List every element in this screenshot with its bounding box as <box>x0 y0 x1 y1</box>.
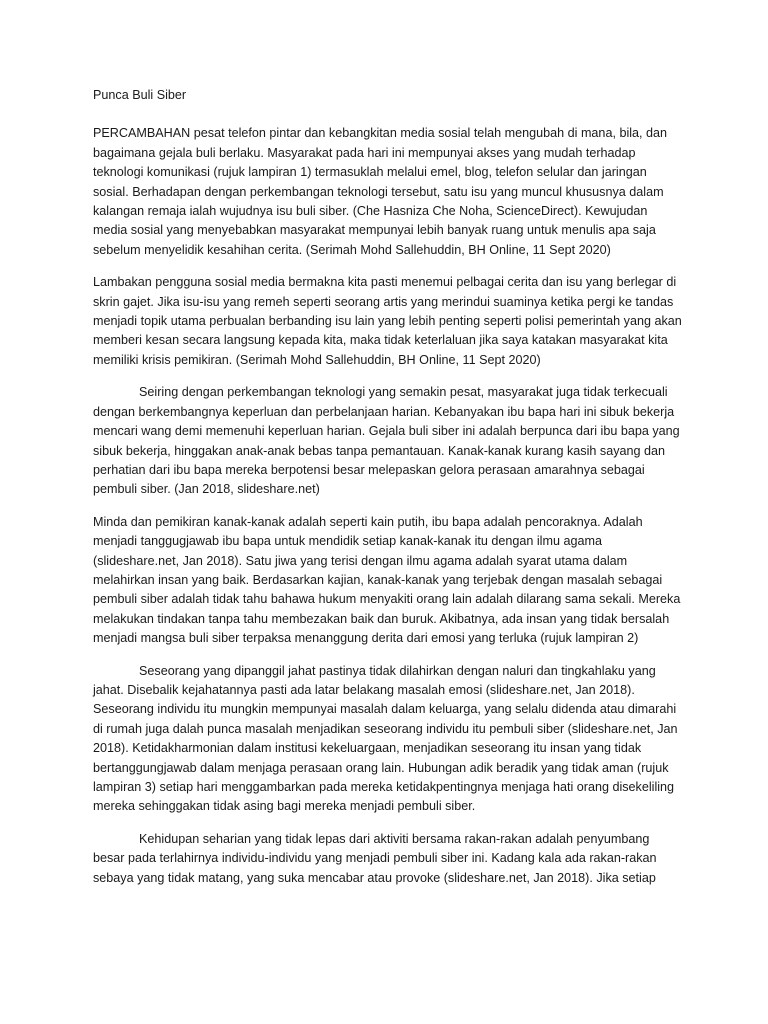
paragraph: Minda dan pemikiran kanak-kanak adalah seperti kain putih, ibu bapa adalah pencoraknya. Adalah menjadi tanggugjawab ibu bapa untuk mendidik setiap kanak-kanak itu dengan ilmu agama (slideshare.net, Jan 2018). Satu jiwa yang terisi dengan ilmu agama adalah syarat utama dalam melahirkan insan yang baik. Berdasarkan kajian, kanak-kanak yang terjebak dengan masalah sebagai pembuli siber adalah tidak tahu bahawa hukum menyakiti orang lain adalah dilarang sama sekali. Mereka melakukan tindakan tanpa tahu membezakan baik dan buruk. Akibatnya, ada insan yang tidak bersalah menjadi mangsa buli siber terpaksa menanggung derita dari emosi yang terluka (rujuk lampiran 2) <box>93 514 681 646</box>
paragraph: PERCAMBAHAN pesat telefon pintar dan kebangkitan media sosial telah mengubah di mana, bila, dan bagaimana gejala buli berlaku. Masyarakat pada hari ini mempunyai akses yang mudah terhadap teknologi komunikasi (rujuk lampiran 1) termasuklah melalui emel, blog, telefon selular dan jaringan sosial. Berhadapan dengan perkembangan teknologi tersebut, satu isu yang muncul khususnya dalam kalangan remaja ialah wujudnya isu buli siber. (Che Hasniza Che Noha, ScienceDirect). Kewujudan media sosial yang menyebabkan masyarakat mempunyai lebih banyak ruang untuk menulis apa saja sebelum menyelidik kesahihan cerita. (Serimah Mohd Sallehuddin, BH Online, 11 Sept 2020) <box>93 126 668 257</box>
document-page <box>93 86 683 901</box>
paragraph: Seseorang yang dipanggil jahat pastinya tidak dilahirkan dengan naluri dan tingkahlaku yang jahat. Disebalik kejahatannya pasti ada latar belakang masalah emosi (slideshare.net, Jan 2018). Seseorang individu itu mungkin mempunyai masalah dalam keluarga, yang selalu didenda atau dimarahi di rumah juga dalah punca masalah menjadikan seseorang individu itu pembuli siber (slideshare.net, Jan 2018). Ketidakharmonian dalam institusi kekeluargaan, menjadikan seseorang itu insan yang tidak bertanggungjawab dalam menjaga perasaan orang lain. Hubungan adik beradik yang tidak aman (rujuk lampiran 3) setiap hari menggambarkan pada mereka ketidakpentingnya menjaga hati orang disekeliling mereka sehinggakan tidak asing bagi mereka menjadi pembuli siber. <box>93 663 678 814</box>
paragraph: Lambakan pengguna sosial media bermakna kita pasti menemui pelbagai cerita dan isu yang berlegar di skrin gajet. Jika isu-isu yang remeh seperti seorang artis yang merindui suaminya ketika pergi ke tandas menjadi topik utama perbualan berbanding isu lain yang lebih penting seperti polisi pemerintah yang akan memberi kesan secara langsung kepada kita, maka tidak keterlaluan jika saya katakan masyarakat kita memiliki krisis pemikiran. (Serimah Mohd Sallehuddin, BH Online, 11 Sept 2020) <box>93 275 682 367</box>
paragraph: Kehidupan seharian yang tidak lepas dari aktiviti bersama rakan-rakan adalah penyumbang besar pada terlahirnya individu-individu yang menjadi pembuli siber ini. Kadang kala ada rakan-rakan sebaya yang tidak matang, yang suka mencabar atau provoke (slideshare.net, Jan 2018). Jika setiap <box>93 831 657 885</box>
document-body <box>93 124 683 888</box>
document-title: Punca Buli Siber <box>93 88 187 102</box>
paragraph: Seiring dengan perkembangan teknologi yang semakin pesat, masyarakat juga tidak terkecuali dengan berkembangnya keperluan dan perbelanjaan harian. Kebanyakan ibu bapa hari ini sibuk bekerja mencari wang demi memenuhi keperluan harian. Gejala buli siber ini adalah berpunca dari ibu bapa yang sibuk bekerja, hinggakan anak-anak bebas tanpa pemantauan. Kanak-kanak kurang kasih sayang dan perhatian dari ibu bapa mereka berpotensi besar melepaskan gelora perasaan amarahnya sebagai pembuli siber. (Jan 2018, slideshare.net) <box>93 385 680 497</box>
